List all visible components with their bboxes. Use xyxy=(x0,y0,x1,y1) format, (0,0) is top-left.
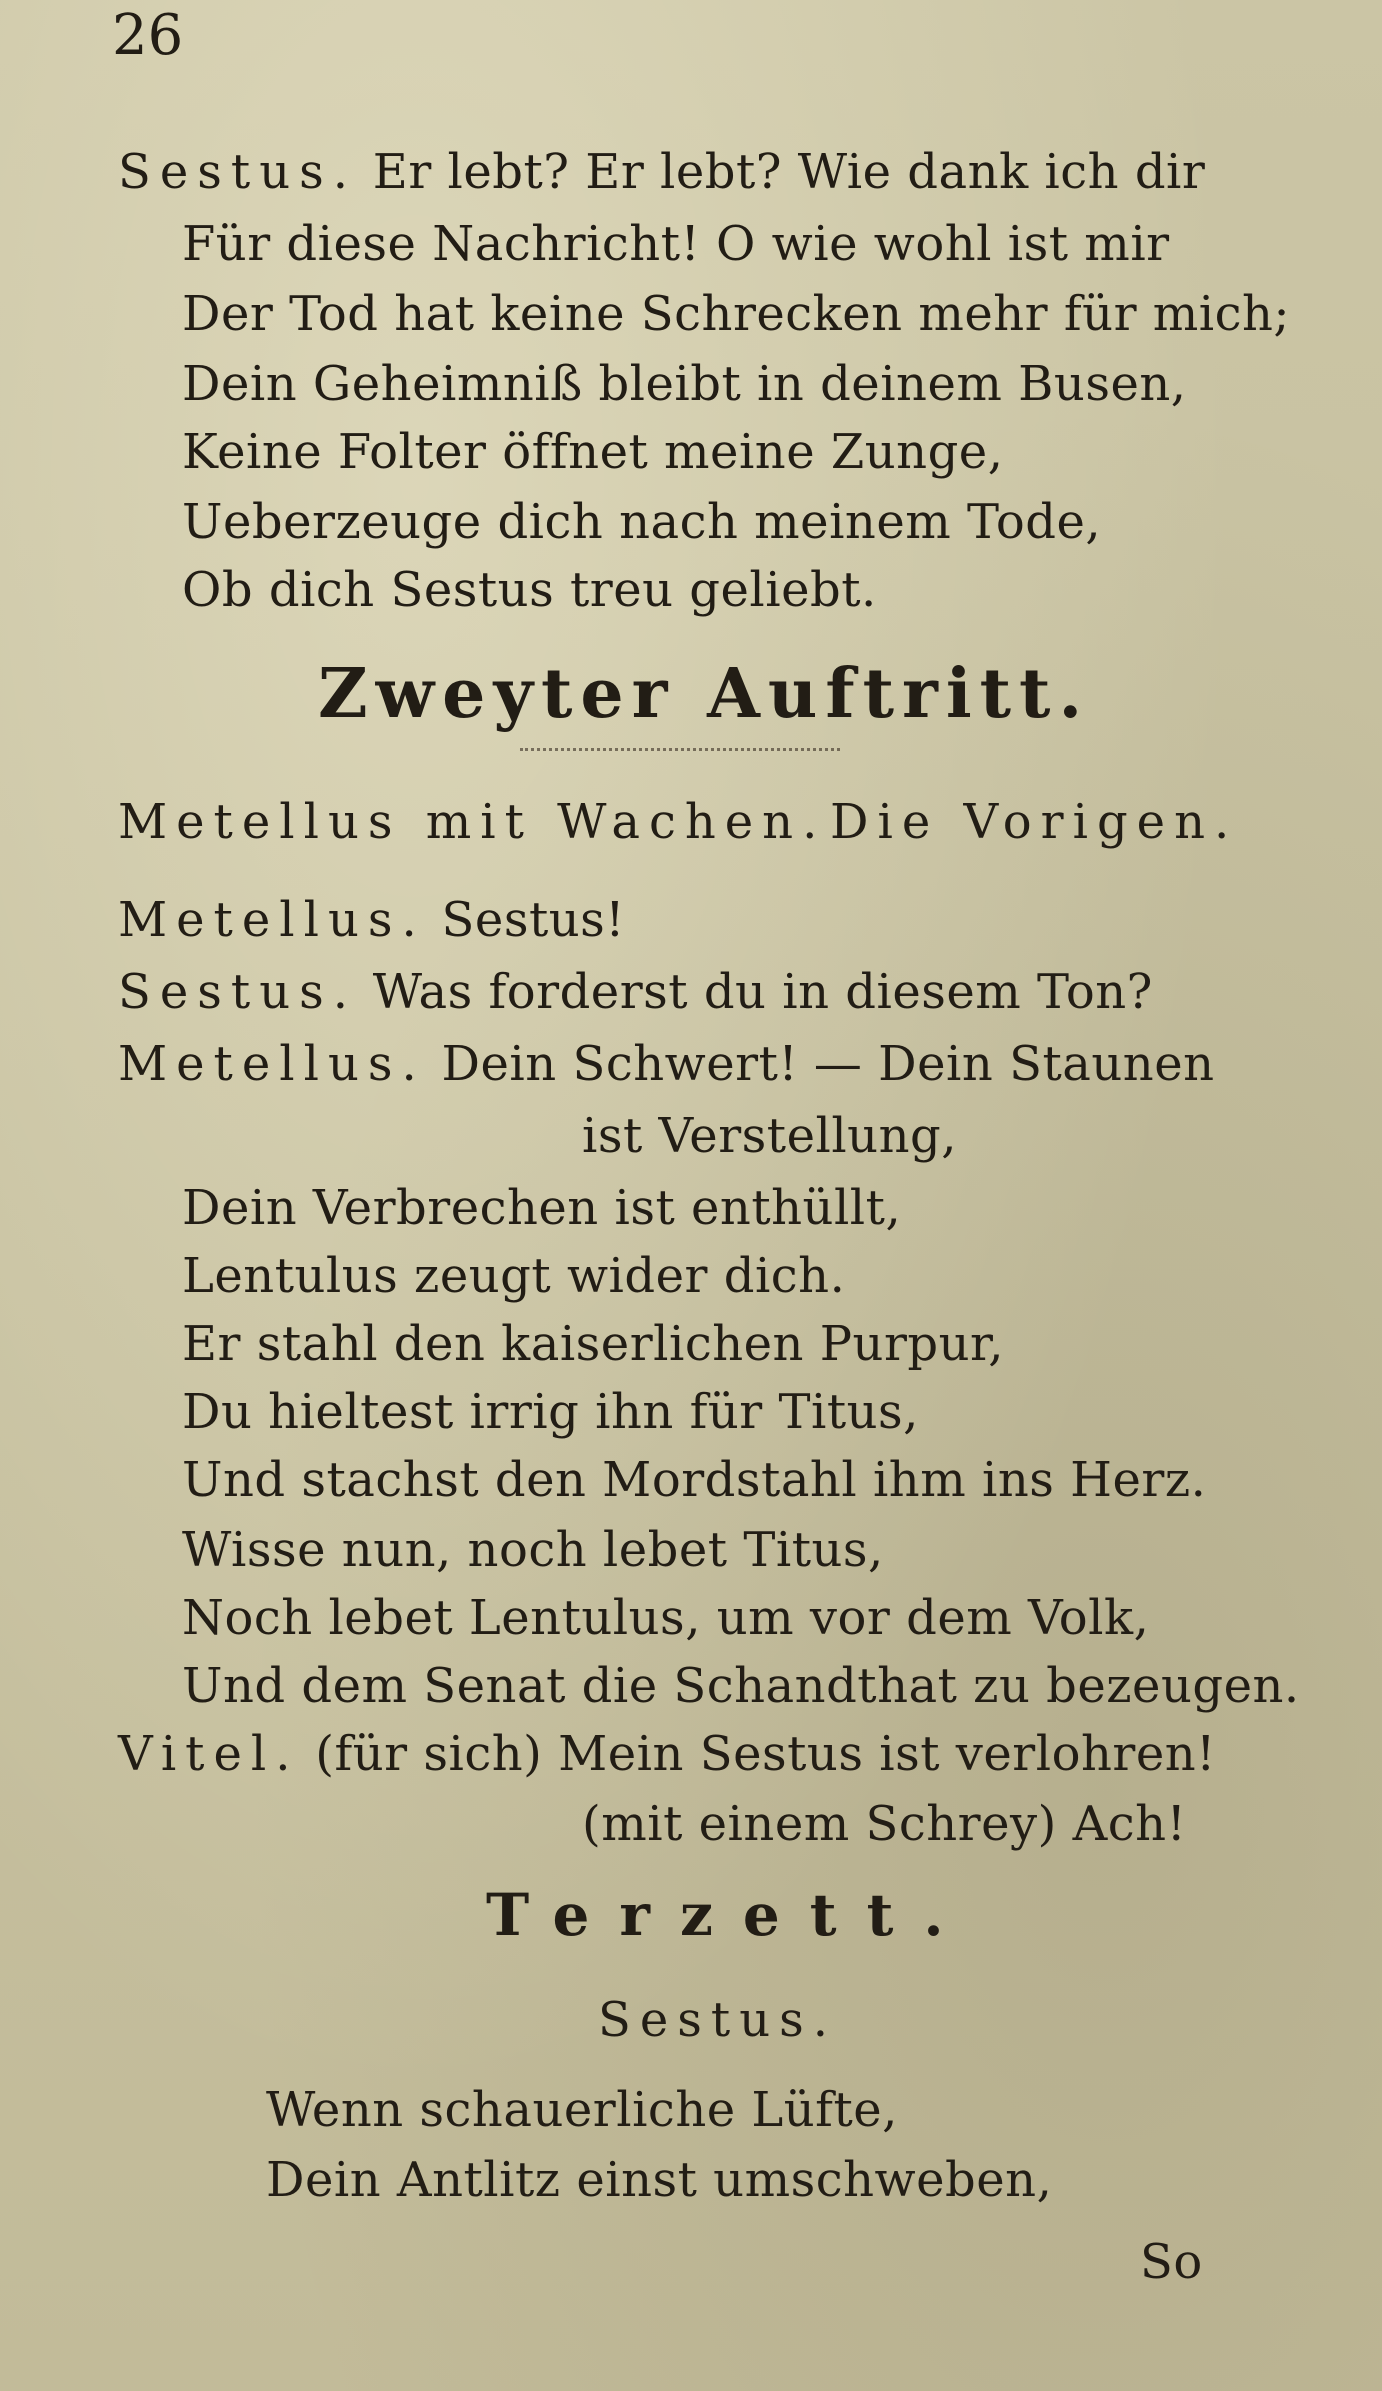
dialogue-line: Lentulus zeugt wider dich. xyxy=(182,1248,846,1304)
terzett-title: Terzett. xyxy=(486,1881,974,1949)
speech-line: Der Tod hat keine Schrecken mehr für mich; xyxy=(182,286,1291,342)
dialogue-line: ist Verstellung, xyxy=(582,1108,957,1164)
dialogue-line: Du hieltest irrig ihn für Titus, xyxy=(182,1384,919,1440)
speaker-name: Metellus. xyxy=(118,1036,426,1092)
dialogue-line: Und dem Senat die Schandthat zu bezeugen. xyxy=(182,1658,1300,1714)
speaker-name: Vitel. xyxy=(118,1726,300,1782)
dialogue-line xyxy=(118,892,626,948)
speaker-name: Sestus. xyxy=(118,964,358,1020)
dialogue-line: Noch lebet Lentulus, um vor dem Volk, xyxy=(182,1590,1150,1646)
terzett-speaker: Sestus. xyxy=(598,1992,838,2048)
stage-direction-persons: Metellus mit Wachen. xyxy=(118,794,827,850)
dialogue-line: Wisse nun, noch lebet Titus, xyxy=(182,1522,884,1578)
heading-rule xyxy=(520,748,840,757)
speech-line: Keine Folter öffnet meine Zunge, xyxy=(182,424,1004,480)
dialogue-text: Dein Schwert! — Dein Staunen xyxy=(441,1036,1215,1092)
stage-direction-others: Die Vorigen. xyxy=(830,794,1239,850)
dialogue-text: Sestus! xyxy=(441,892,626,948)
scene-heading: Zweyter Auftritt. xyxy=(318,654,1091,734)
verse-line: Dein Antlitz einst umschweben, xyxy=(266,2152,1053,2208)
dialogue-line xyxy=(118,1726,1216,1782)
speech-line: Dein Geheimniß bleibt in deinem Busen, xyxy=(182,356,1187,412)
dialogue-line: Er stahl den kaiserlichen Purpur, xyxy=(182,1316,1004,1372)
speaker-name: Metellus. xyxy=(118,892,426,948)
catchword: So xyxy=(1140,2234,1203,2290)
speaker-name: Sestus. xyxy=(118,144,358,200)
dialogue-line xyxy=(118,964,1153,1020)
speech-line xyxy=(118,144,1206,200)
stage-direction xyxy=(118,794,827,850)
dialogue-line xyxy=(118,1036,1215,1092)
dialogue-line: (mit einem Schrey) Ach! xyxy=(582,1796,1187,1852)
dialogue-text: (für sich) Mein Sestus ist verlohren! xyxy=(315,1726,1216,1782)
speech-line: Für diese Nachricht! O wie wohl ist mir xyxy=(182,216,1170,272)
speech-text: Er lebt? Er lebt? Wie dank ich dir xyxy=(372,144,1206,200)
dialogue-line: Dein Verbrechen ist enthüllt, xyxy=(182,1180,902,1236)
speech-line: Ob dich Sestus treu geliebt. xyxy=(182,562,877,618)
dialogue-text: Was forderst du in diesem Ton? xyxy=(372,964,1153,1020)
verse-line: Wenn schauerliche Lüfte, xyxy=(266,2082,898,2138)
dialogue-line: Und stachst den Mordstahl ihm ins Herz. xyxy=(182,1452,1207,1508)
page-number: 26 xyxy=(112,3,184,68)
speech-line: Ueberzeuge dich nach meinem Tode, xyxy=(182,494,1102,550)
